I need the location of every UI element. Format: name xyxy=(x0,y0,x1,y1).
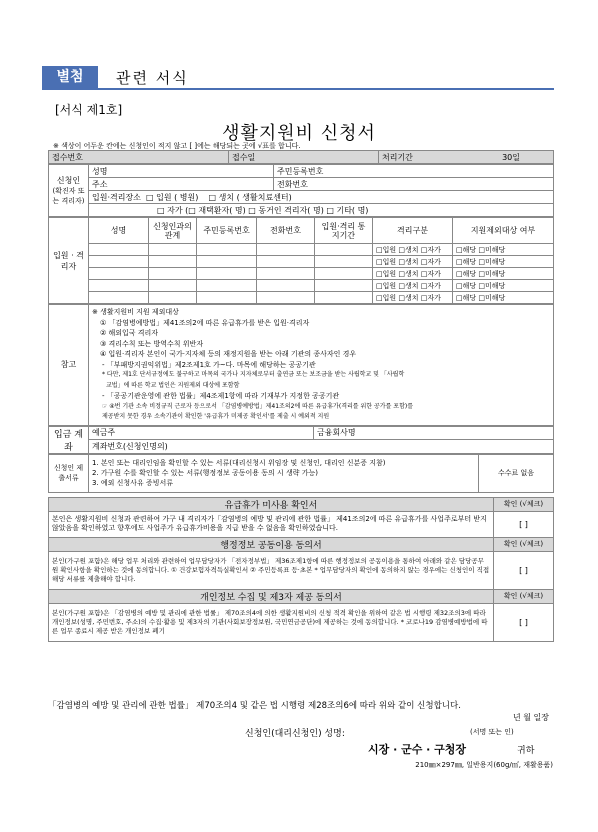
gubun-checkboxes[interactable]: □입원 □생치 □자가 xyxy=(373,256,453,268)
ref-line: - 「부패방지권익위법」제2조제1호 가~다. 마목에 해당하는 공공기관 xyxy=(102,360,316,369)
reference-text xyxy=(89,305,554,426)
applicant-label-cell xyxy=(49,165,89,217)
exclude-checkboxes[interactable]: □해당 □미해당 xyxy=(453,292,554,304)
ref-line: ④ 입원·격리자 본인이 국가·지자체 등의 재정지원을 받는 아래 기관의 종사자인 경우 xyxy=(100,350,357,358)
col-relation: 신청인과의 관계 xyxy=(149,218,197,244)
ref-line: * 다만, 제1호 단서규정에도 불구하고 마목의 국가나 지자체로부터 출연금 또는 보조금을 받는 사립학교 및 「사립학 xyxy=(102,371,405,378)
recipient: 시장 · 군수 · 구청장 xyxy=(368,743,467,756)
form-note: ※ 색상이 어두운 칸에는 신청인이 적지 않고 [ ]에는 해당되는 곳에 √표를 합니다. xyxy=(53,142,301,150)
gubun-checkboxes[interactable]: □입원 □생치 □자가 xyxy=(373,244,453,256)
section-header xyxy=(42,66,554,90)
gubun-checkboxes[interactable]: □입원 □생치 □자가 xyxy=(373,292,453,304)
ref-line: ☞ ④번 기관 소속 비정규직 근로자 등으로서 「감염병예방법」제41조의2에 따른 유급휴가(격리를 위한 공가를 포함)를 xyxy=(102,402,414,410)
section-check-leave: 확인 (√체크) xyxy=(494,497,554,511)
applicant-sublabel: (확진자 또는 격리자) xyxy=(52,186,85,205)
processing-period xyxy=(379,151,554,164)
patients-table xyxy=(48,217,554,304)
ref-line: 교법」에 따른 학교 법인은 지원제외 대상에 포함함 xyxy=(106,381,240,389)
name-field[interactable]: 성명 xyxy=(89,165,274,178)
col-exclude: 지원제외대상 여부 xyxy=(453,218,554,244)
col-period: 입원·격리 통지기간 xyxy=(315,218,373,244)
section-title-privacy: 개인정보 수집 및 제3자 제공 동의서 xyxy=(49,589,494,603)
ref-line: ③ 격리수칙 또는 방역수칙 위반자 xyxy=(100,339,204,348)
ref-line: - 「공공기관운영에 관한 법률」제4조제1항에 따라 기재부가 지정한 공공기관 xyxy=(102,392,340,400)
reference-block xyxy=(48,304,554,426)
form-number: [서식 제1호] xyxy=(55,103,123,117)
header-rule xyxy=(42,88,554,90)
col-rrn: 주민등록번호 xyxy=(197,218,257,244)
gubun-checkboxes[interactable]: □입원 □생치 □자가 xyxy=(373,268,453,280)
address-field[interactable]: 주소 xyxy=(89,178,274,191)
processing-days: 30일 xyxy=(502,152,520,162)
consent-block xyxy=(48,497,554,642)
exclude-checkboxes[interactable]: □해당 □미해당 xyxy=(453,256,554,268)
applicant-block xyxy=(48,164,554,217)
receipt-row xyxy=(48,150,554,164)
ref-line: 제공받지 못한 경우 소속기관이 확인한 '유급휴가 미제공 확인서'를 제출 시 예외적 지원 xyxy=(102,413,330,420)
phone-field[interactable]: 전화번호 xyxy=(274,178,554,191)
honorific: 귀하 xyxy=(517,746,535,756)
application-form xyxy=(48,150,553,642)
receipt-date-label: 접수일 xyxy=(229,151,379,164)
ref-line: ② 해외입국 격리자 xyxy=(100,329,159,337)
ref-line: ① 「감염병예방법」제41조의2에 따른 유급휴가를 받은 입원·격리자 xyxy=(100,318,310,327)
option-home[interactable]: □ 자가 (□ 재택환자( 명) □ 동거인 격리자( 명) □ 기타( 명) xyxy=(89,204,554,217)
closing-statement: 「감염병의 예방 및 관리에 관한 법률」 제70조의4 및 같은 법 시행령 제28조의6에 따라 위와 같이 신청합니다. xyxy=(48,701,461,711)
option-center[interactable]: □ 생치 ( 생활치료센터) xyxy=(208,192,292,202)
header-badge: 별첨 xyxy=(42,66,98,88)
table-row xyxy=(49,280,554,292)
table-row xyxy=(49,268,554,280)
table-row xyxy=(49,292,554,304)
rrn-field[interactable]: 주민등록번호 xyxy=(274,165,554,178)
doc-line: 2. 가구원 수를 확인할 수 있는 서류(행정정보 공동이용 동의 시 생략 가능) xyxy=(92,469,318,477)
col-phone: 전화번호 xyxy=(257,218,315,244)
ref-line: ※ 생활지원비 지원 제외대상 xyxy=(92,308,179,316)
form-title: 생활지원비 신청서 xyxy=(222,123,376,144)
paper-spec: 210㎜×297㎜, 일반용지(60g/㎡, 재활용품) xyxy=(415,761,553,769)
place-label: 입원·격리장소 xyxy=(92,192,141,202)
section-body-admin: 본인(가구원 포함)은 해당 업무 처리와 관련하여 업무담당자가 「전자정부법」 제36조제1항에 따른 행정정보의 공동이용을 통하여 아래와 같은 담당공무원 확인사항을 확인하는 것에 동의합니다. ① 건강보험자격득실확인서 ② 주민등록표 등·초본 * 업무담당자의 확인에 동의하지 않는 경우에는 신청인이 직접 해당 서류를 제출해야 합니다. xyxy=(49,551,494,589)
account-block xyxy=(48,426,554,454)
section-body-leave: 본인은 생활지원비 신청과 관련하여 가구 내 격리자가「감염병의 예방 및 관리에 관한 법률」 제41조의2에 따른 유급휴가를 사업주로부터 받지 않았음을 확인하였고 향후에도 사업주가 유급휴가비용을 지급 받을 수 없음을 확인하였습니다. xyxy=(49,511,494,537)
bank-field[interactable]: 금융회사명 xyxy=(314,426,554,440)
option-hospital[interactable]: □ 입원 ( 병원) xyxy=(146,192,199,202)
doc-line: 3. 예외 신청사유 증빙서류 xyxy=(92,479,173,487)
checkbox-privacy[interactable]: [ ] xyxy=(494,603,554,641)
exclude-checkboxes[interactable]: □해당 □미해당 xyxy=(453,268,554,280)
section-title-admin: 행정정보 공동이용 동의서 xyxy=(49,537,494,551)
section-check-admin: 확인 (√체크) xyxy=(494,537,554,551)
date-line: 년 월 일장 xyxy=(513,713,549,722)
col-gubun: 격리구분 xyxy=(373,218,453,244)
applicant-label: 신청인 xyxy=(56,175,81,185)
documents-list xyxy=(89,454,479,492)
header-title: 관련 서식 xyxy=(116,69,189,87)
documents-block xyxy=(48,454,554,493)
account-number-field[interactable]: 계좌번호(신청인명의) xyxy=(89,440,554,454)
gubun-checkboxes[interactable]: □입원 □생치 □자가 xyxy=(373,280,453,292)
processing-period-label: 처리기간 xyxy=(382,152,413,162)
col-name: 성명 xyxy=(89,218,149,244)
signer-label: 신청인(대리신청인) 성명: xyxy=(245,729,345,739)
holder-field[interactable]: 예금주 xyxy=(89,426,314,440)
table-row xyxy=(49,244,554,256)
account-label: 입금 계좌 xyxy=(49,426,89,453)
table-row xyxy=(49,256,554,268)
sign-note: (서명 또는 인) xyxy=(470,728,514,736)
doc-line: 1. 본인 또는 대리인임을 확인할 수 있는 서류(대리신청시 위임장 및 신청인, 대리인 신분증 지참) xyxy=(92,459,386,467)
patients-label: 입원 · 격리자 xyxy=(49,218,89,304)
section-body-privacy: 본인(가구원 포함)은 「감염병의 예방 및 관리에 관한 법률」 제70조의4에 의한 생활지원비의 신청 적격 확인을 위하여 같은 법 시행령 제32조의3에 따라 개인정보(성명, 주민번호, 주소)의 수집·활용 및 제3자의 기관(사회보장정보원, 국민연금공단)에 제공하는 것에 동의합니다. * 코로나19 감염병예방법에 따른 업무 종료시 제공 받은 개인정보 폐기 xyxy=(49,603,494,641)
exclude-checkboxes[interactable]: □해당 □미해당 xyxy=(453,244,554,256)
place-row xyxy=(89,191,554,204)
exclude-checkboxes[interactable]: □해당 □미해당 xyxy=(453,280,554,292)
section-check-privacy: 확인 (√체크) xyxy=(494,589,554,603)
documents-label: 신청인 제출서류 xyxy=(49,454,89,492)
reference-label: 참고 xyxy=(49,305,89,426)
section-title-leave: 유급휴가 미사용 확인서 xyxy=(49,497,494,511)
receipt-no-label: 접수번호 xyxy=(49,151,229,164)
checkbox-admin[interactable]: [ ] xyxy=(494,551,554,589)
checkbox-leave[interactable]: [ ] xyxy=(494,511,554,537)
fee: 수수료 없음 xyxy=(479,454,554,492)
